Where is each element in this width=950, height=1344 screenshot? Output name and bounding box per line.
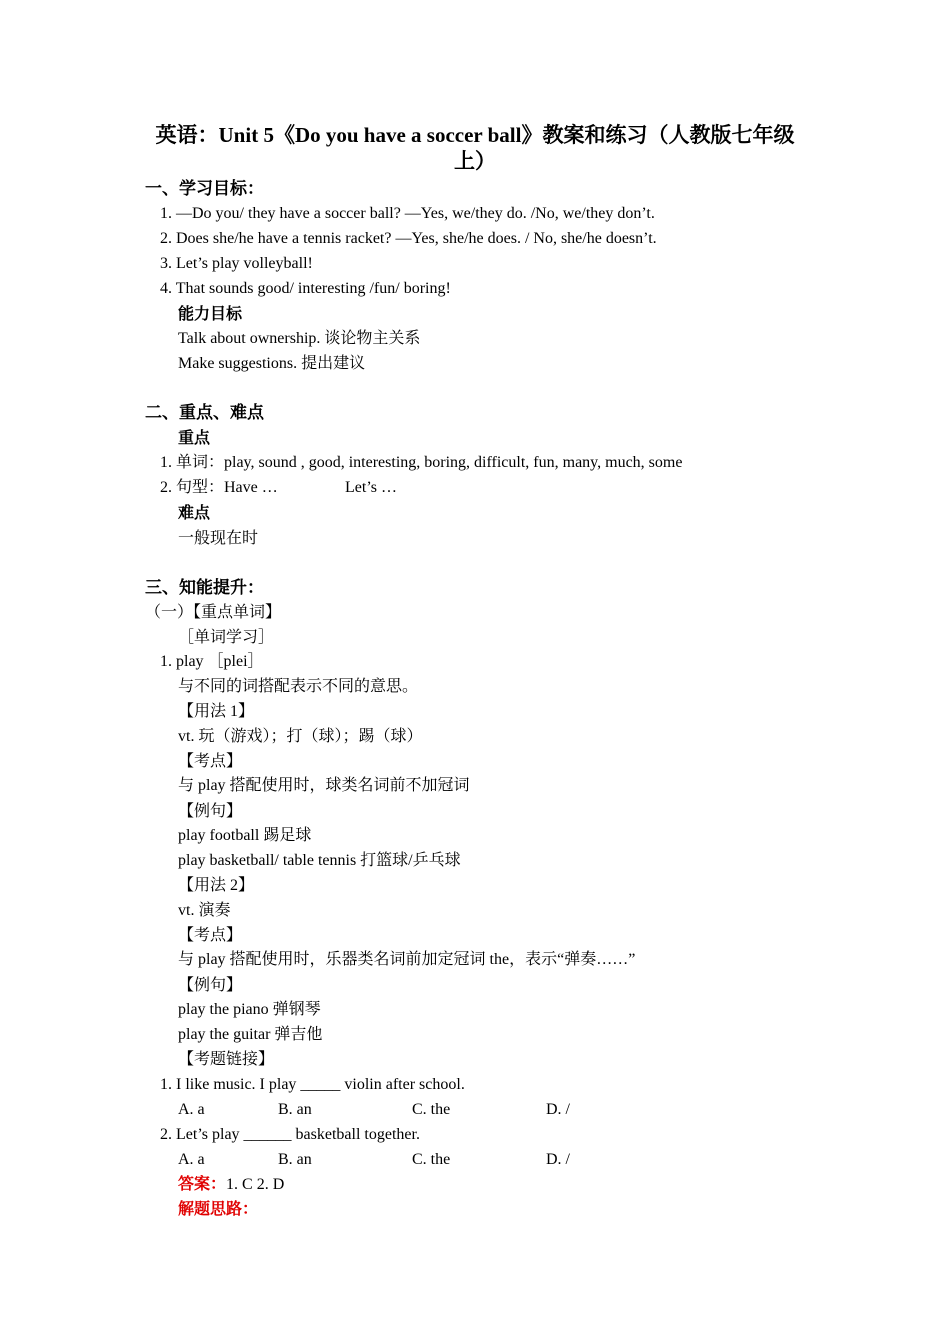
note-line: 【考点】	[178, 927, 243, 944]
note-line: 【例句】	[178, 977, 243, 994]
note-line: vt. 演奏	[178, 902, 231, 919]
difficult-text: 一般现在时	[178, 530, 259, 547]
objective-item: 3. Let’s play volleyball!	[160, 255, 313, 272]
note-line: 【考点】	[178, 753, 243, 770]
option-b: B. an	[278, 1151, 312, 1168]
solution-label: 解题思路：	[178, 1201, 259, 1218]
note-line: 【考题链接】	[178, 1051, 275, 1068]
section2-heading: 二、重点、难点	[145, 403, 264, 422]
ability-line: Talk about ownership. 谈论物主关系	[178, 330, 421, 347]
word-entry: 1. play ［plei］	[160, 653, 264, 670]
key-item: 2. 句型：Have …	[160, 479, 278, 496]
key-item-extra: Let’s …	[345, 479, 397, 496]
note-line: play the guitar 弹吉他	[178, 1026, 323, 1043]
option-b: B. an	[278, 1101, 312, 1118]
option-a: A. a	[178, 1101, 205, 1118]
objective-item: 4. That sounds good/ interesting /fun/ boring!	[160, 280, 451, 297]
note-line: play the piano 弹钢琴	[178, 1001, 321, 1018]
note-line: 【例句】	[178, 803, 243, 820]
option-c: C. the	[412, 1101, 451, 1118]
option-d: D. /	[546, 1151, 570, 1168]
option-d: D. /	[546, 1101, 570, 1118]
answer-text: 1. C 2. D	[226, 1176, 285, 1193]
option-c: C. the	[412, 1151, 451, 1168]
option-a: A. a	[178, 1151, 205, 1168]
note-line: 【用法 1】	[178, 703, 255, 720]
answer-label: 答案：	[178, 1176, 227, 1193]
word-study-heading: ［单词学习］	[178, 629, 275, 646]
answer-line	[178, 1173, 284, 1197]
ability-line: Make suggestions. 提出建议	[178, 355, 366, 372]
difficult-heading: 难点	[178, 505, 211, 522]
section1-heading: 一、学习目标：	[145, 179, 264, 198]
objective-item: 2. Does she/he have a tennis racket? —Yes, she/he does. / No, she/he doesn’t.	[160, 230, 657, 247]
note-line: 与不同的词搭配表示不同的意思。	[178, 678, 419, 695]
note-line: play football 踢足球	[178, 827, 312, 844]
objective-item: 1. —Do you/ they have a soccer ball? —Yes, we/they do. /No, we/they don’t.	[160, 205, 655, 222]
exercise-question: 2. Let’s play ______ basketball together.	[160, 1126, 420, 1143]
note-line: play basketball/ table tennis 打篮球/乒乓球	[178, 852, 461, 869]
key-heading: 重点	[178, 430, 211, 447]
key-words-heading: （一）【重点单词】	[145, 604, 282, 621]
note-line: 与 play 搭配使用时，乐器类名词前加定冠词 the，表示“弹奏……”	[178, 951, 636, 968]
note-line: 【用法 2】	[178, 877, 255, 894]
ability-heading: 能力目标	[178, 306, 243, 323]
section3-heading: 三、知能提升：	[145, 578, 264, 597]
exercise-question: 1. I like music. I play _____ violin after school.	[160, 1076, 465, 1093]
document-title: 英语：Unit 5《Do you have a soccer ball》教案和练习（人教版七年级上）	[155, 123, 795, 173]
note-line: 与 play 搭配使用时，球类名词前不加冠词	[178, 777, 470, 794]
key-item: 1. 单词：play, sound , good, interesting, boring, difficult, fun, many, much, some	[160, 454, 683, 471]
note-line: vt. 玩（游戏）；打（球）；踢（球）	[178, 728, 423, 745]
